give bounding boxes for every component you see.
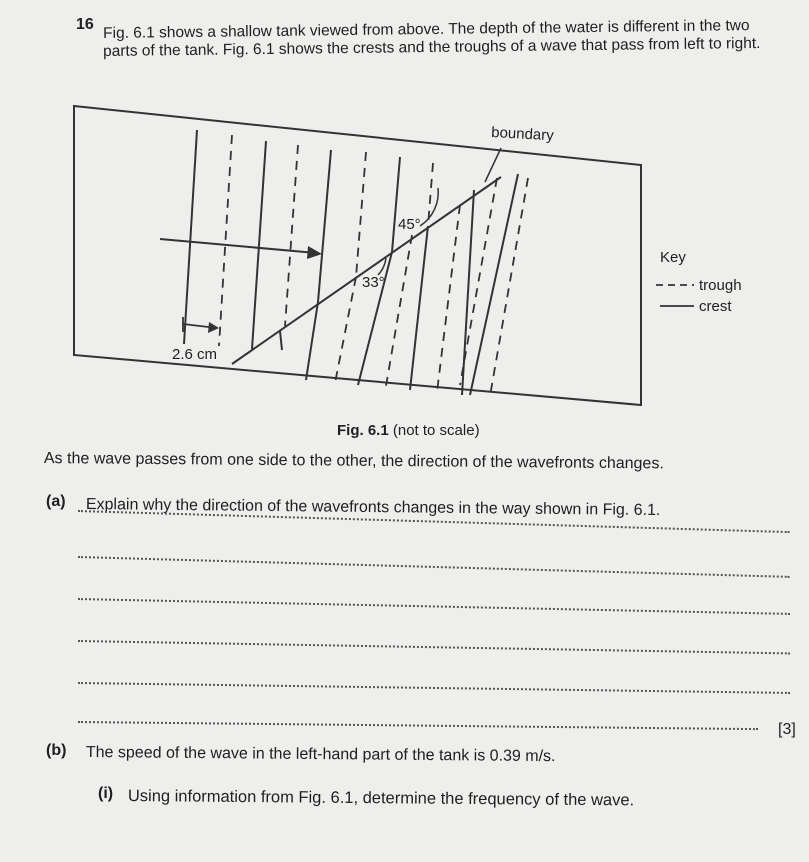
boundary-pointer [485, 148, 501, 182]
direction-arrowhead [307, 246, 322, 259]
boundary-line [232, 177, 501, 364]
spacing-label: 2.6 cm [172, 346, 218, 363]
figure-caption-note: (not to scale) [388, 422, 480, 439]
crests-right [280, 174, 518, 395]
part-b-i-text: Using information from Fig. 6.1, determine the frequency of the wave. [127, 787, 635, 810]
question-intro-line-1: Fig. 6.1 shows a shallow tank viewed from above. The depth of the water is different in the two [103, 17, 750, 42]
key-trough-label: trough [699, 277, 742, 294]
figure-caption [337, 422, 480, 439]
wavelength-arrowhead [208, 322, 219, 333]
part-b-text: The speed of the wave in the left-hand part of the tank is 0.39 m/s. [85, 744, 556, 766]
question-intro-line-2: parts of the tank. Fig. 6.1 shows the crests and the troughs of a wave that pass from left to right. [103, 34, 761, 60]
boundary-label: boundary [490, 124, 555, 145]
angle-label-upper: 45° [398, 216, 421, 233]
statement-text: As the wave passes from one side to the other, the direction of the wavefronts changes. [43, 450, 664, 473]
part-a-text: Explain why the direction of the wavefronts changes in the way shown in Fig. 6.1. [85, 496, 661, 520]
part-a-marks: [3] [778, 721, 796, 738]
part-b-i-label: (i) [98, 785, 114, 802]
key-title: Key [660, 249, 686, 266]
troughs-left [219, 135, 433, 346]
question-number: 16 [76, 16, 94, 33]
crests-left [184, 130, 400, 349]
key-crest-label: crest [699, 298, 732, 315]
direction-arrow-line [160, 239, 316, 253]
part-a-label: (a) [46, 493, 66, 510]
part-b-label: (b) [46, 742, 67, 759]
angle-arc-45 [420, 188, 438, 226]
figure-caption-number: Fig. 6.1 [337, 422, 389, 439]
angle-label-lower: 33° [362, 274, 385, 291]
